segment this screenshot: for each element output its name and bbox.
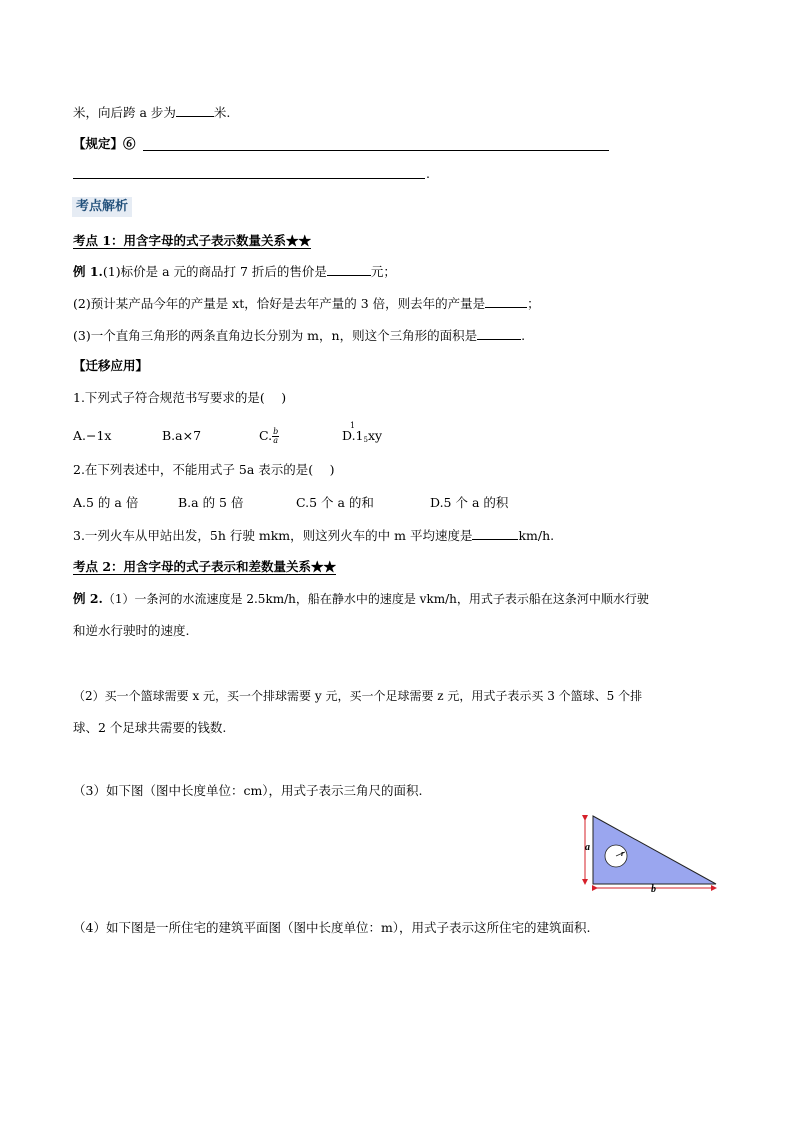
q2-option-d[interactable]: D.5 个 a 的积 bbox=[430, 495, 509, 510]
rule-end: . bbox=[426, 166, 430, 181]
q1-stem: 1.下列式子符合规范书写要求的是( ) bbox=[73, 390, 287, 405]
rule-blank-2[interactable] bbox=[73, 164, 425, 179]
answer-blank[interactable] bbox=[176, 104, 214, 117]
ex2-part3: （3）如下图（图中长度单位：cm），用式子表示三角尺的面积. bbox=[73, 783, 423, 798]
answer-blank[interactable] bbox=[327, 263, 371, 276]
ex1-part1: 例 1.(1)标价是 a 元的商品打 7 折后的售价是 元； bbox=[73, 264, 396, 279]
ex2-part2-b: 球、2 个足球共需要的钱数. bbox=[73, 720, 227, 735]
q1-option-b[interactable]: B.a×7 bbox=[162, 428, 202, 443]
q3-text: 3.一列火车从甲站出发，5h 行驶 mkm，则这列火车的中 m 平均速度是 km/h. bbox=[73, 528, 555, 543]
text-line-1: 米，向后跨 a 步为 米. bbox=[73, 105, 231, 120]
triangle-ruler-figure bbox=[576, 810, 721, 892]
transfer-heading: 【迁移应用】 bbox=[73, 358, 149, 373]
label-b: b bbox=[651, 884, 656, 892]
answer-blank[interactable] bbox=[485, 295, 527, 308]
rule-line: 【规定】⑥ bbox=[73, 136, 136, 151]
ex1-part2: (2)预计某产品今年的产量是 xt，恰好是去年产量的 3 倍，则去年的产量是 ； bbox=[73, 296, 540, 311]
answer-blank[interactable] bbox=[472, 527, 518, 540]
ex2-part4: （4）如下图是一所住宅的建筑平面图（图中长度单位：m），用式子表示这所住宅的建筑面积. bbox=[73, 920, 591, 935]
ex2-part1-b: 和逆水行驶时的速度. bbox=[73, 623, 190, 638]
q2-stem: 2.在下列表述中，不能用式子 5a 表示的是( ) bbox=[73, 462, 335, 477]
label-r: r bbox=[621, 849, 625, 858]
ex2-part2-a: （2）买一个篮球需要 x 元，买一个排球需要 y 元，买一个足球需要 z 元，用式子表示买 3 个篮球、5 个排 bbox=[73, 689, 643, 703]
ex1-part3: (3)一个直角三角形的两条直角边长分别为 m，n，则这个三角形的面积是 . bbox=[73, 328, 526, 343]
rule-blank-1[interactable] bbox=[143, 136, 609, 151]
mixed-number: D.1 1 $_5$ bbox=[342, 421, 368, 444]
q2-options bbox=[73, 495, 508, 511]
kp2-title: 考点 2：用含字母的式子表示和差数量关系★★ bbox=[73, 559, 337, 574]
q1-option-c[interactable]: C. $\frac{b}{a}$ bbox=[259, 427, 279, 445]
section-heading: 考点解析 bbox=[72, 197, 132, 217]
kp1-title: 考点 1：用含字母的式子表示数量关系★★ bbox=[73, 233, 312, 248]
label-a: a bbox=[585, 842, 590, 853]
q1-options bbox=[73, 421, 383, 448]
q2-option-c[interactable]: C.5 个 a 的和 bbox=[296, 495, 374, 510]
q1-option-a[interactable]: A.−1x bbox=[73, 428, 112, 443]
q2-option-a[interactable]: A.5 的 a 倍 bbox=[73, 495, 139, 510]
q1-option-d[interactable]: D.1 1 $_5$xy bbox=[342, 428, 382, 448]
q2-option-b[interactable]: B.a 的 5 倍 bbox=[178, 495, 244, 510]
answer-blank[interactable] bbox=[477, 327, 521, 340]
fraction: $\frac{b}{a}$ bbox=[273, 427, 279, 445]
ex2-part1-a: 例 2.（1）一条河的水流速度是 2.5km/h，船在静水中的速度是 vkm/h，用式子表示船在这条河中顺水行驶 bbox=[73, 591, 649, 606]
